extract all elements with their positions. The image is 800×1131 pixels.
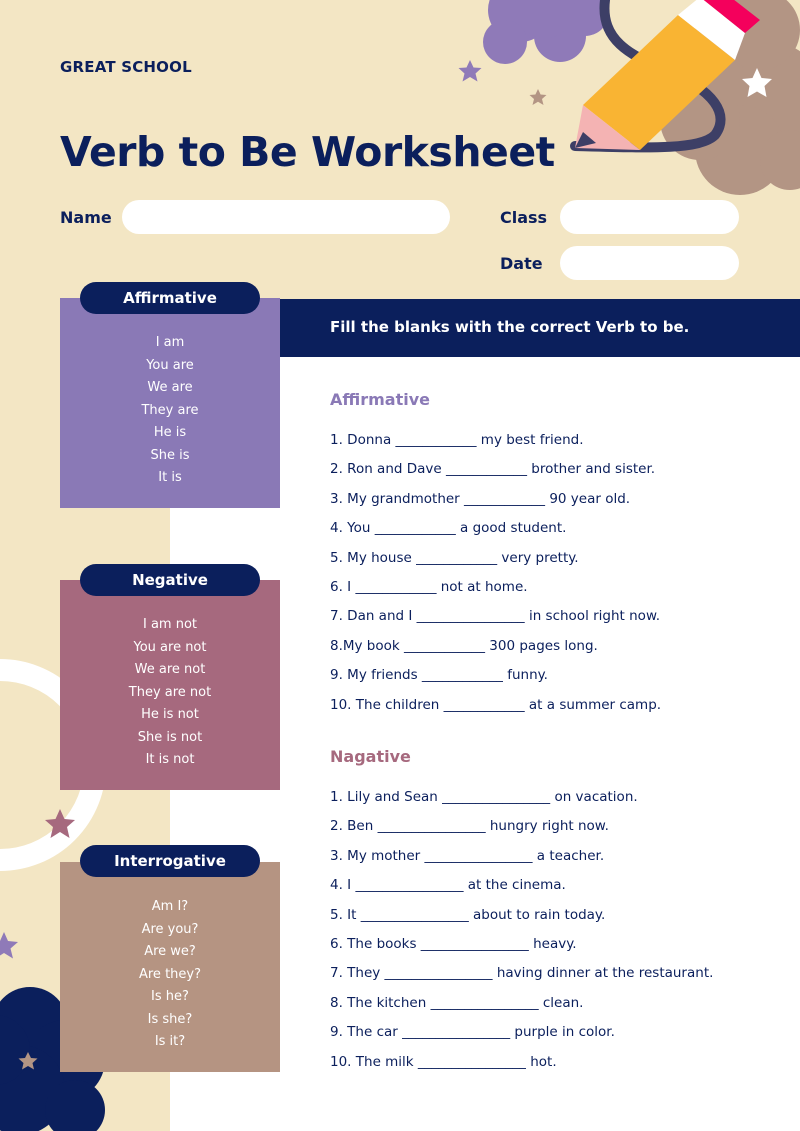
exercise-item: 4. You ____________ a good student. xyxy=(330,520,567,537)
list-item: I am not xyxy=(142,617,198,632)
exercise-item: 8.My book ____________ 300 pages long. xyxy=(330,637,598,654)
exercise-item: 7. Dan and I ________________ in school right now. xyxy=(330,608,661,625)
list-item: Are they? xyxy=(138,966,201,982)
exercise-item: 3. My mother ________________ a teacher. xyxy=(330,847,605,864)
instructions-banner: Fill the blanks with the correct Verb to be. xyxy=(280,299,800,357)
list-item: Is he? xyxy=(151,989,189,1004)
affirmative-list xyxy=(60,298,280,490)
list-item: Is it? xyxy=(154,1034,186,1049)
date-label: Date xyxy=(500,254,543,273)
star-icon xyxy=(0,932,18,959)
name-field[interactable] xyxy=(122,200,450,234)
purple-blob-shape xyxy=(483,0,609,64)
list-item: She is not xyxy=(137,729,203,745)
exercise-item: 1. Donna ____________ my best friend. xyxy=(330,432,584,448)
list-item: Are we? xyxy=(144,944,196,959)
exercise-item: 6. The books ________________ heavy. xyxy=(330,936,577,953)
interrogative-box xyxy=(60,862,280,1072)
exercise-item: 5. It ________________ about to rain today. xyxy=(330,906,606,923)
date-field[interactable] xyxy=(560,246,739,280)
exercise-item: 7. They ________________ having dinner at the restaurant. xyxy=(330,965,714,982)
affirmative-box xyxy=(60,298,280,508)
list-item: She is xyxy=(150,447,190,463)
list-item: I am xyxy=(155,335,185,350)
name-label: Name xyxy=(60,208,112,227)
exercise-item: 2. Ron and Dave ____________ brother and sister. xyxy=(330,461,656,478)
list-item: Am I? xyxy=(151,899,189,914)
exercise-item: 9. The car ________________ purple in color. xyxy=(330,1024,615,1041)
list-item: He is not xyxy=(141,707,199,722)
negative-exercise-heading: Nagative xyxy=(330,747,411,766)
exercise-item: 5. My house ____________ very pretty. xyxy=(330,549,579,566)
exercise-item: 9. My friends ____________ funny. xyxy=(330,667,548,684)
list-item: They are not xyxy=(128,684,212,700)
interrogative-box-title: Interrogative xyxy=(80,845,260,877)
negative-box-title: Negative xyxy=(80,564,260,596)
exercise-item: 10. The children ____________ at a summer camp. xyxy=(330,696,662,713)
affirmative-exercise-list xyxy=(330,426,661,720)
negative-box xyxy=(60,580,280,790)
class-field[interactable] xyxy=(560,200,739,234)
negative-list xyxy=(60,580,280,772)
negative-exercise-list xyxy=(330,783,713,1077)
exercise-item: 2. Ben ________________ hungry right now. xyxy=(330,818,609,835)
list-item: He is xyxy=(153,425,187,440)
list-item: They are xyxy=(141,402,199,418)
list-item: You are not xyxy=(133,639,207,655)
list-item: Are you? xyxy=(141,921,199,937)
class-label: Class xyxy=(500,208,548,227)
exercise-item: 4. I ________________ at the cinema. xyxy=(330,877,566,894)
star-icon xyxy=(459,60,482,82)
list-item: You are xyxy=(146,357,194,373)
interrogative-list xyxy=(60,862,280,1054)
exercise-item: 6. I ____________ not at home. xyxy=(330,579,528,596)
list-item: It is not xyxy=(145,752,195,767)
school-name: GREAT SCHOOL xyxy=(60,58,192,76)
affirmative-box-title: Affirmative xyxy=(80,282,260,314)
exercise-item: 3. My grandmother ____________ 90 year old. xyxy=(330,490,631,507)
affirmative-exercise-heading: Affirmative xyxy=(330,390,430,409)
list-item: We are xyxy=(147,380,193,395)
exercise-item: 8. The kitchen ________________ clean. xyxy=(330,994,584,1011)
list-item: It is xyxy=(158,470,182,485)
exercise-item: 10. The milk ________________ hot. xyxy=(330,1053,557,1070)
star-icon xyxy=(530,89,547,105)
list-item: We are not xyxy=(134,662,206,677)
page-title: Verb to Be Worksheet xyxy=(60,128,555,176)
list-item: Is she? xyxy=(147,1011,193,1027)
exercise-item: 1. Lily and Sean ________________ on vacation. xyxy=(330,789,638,805)
